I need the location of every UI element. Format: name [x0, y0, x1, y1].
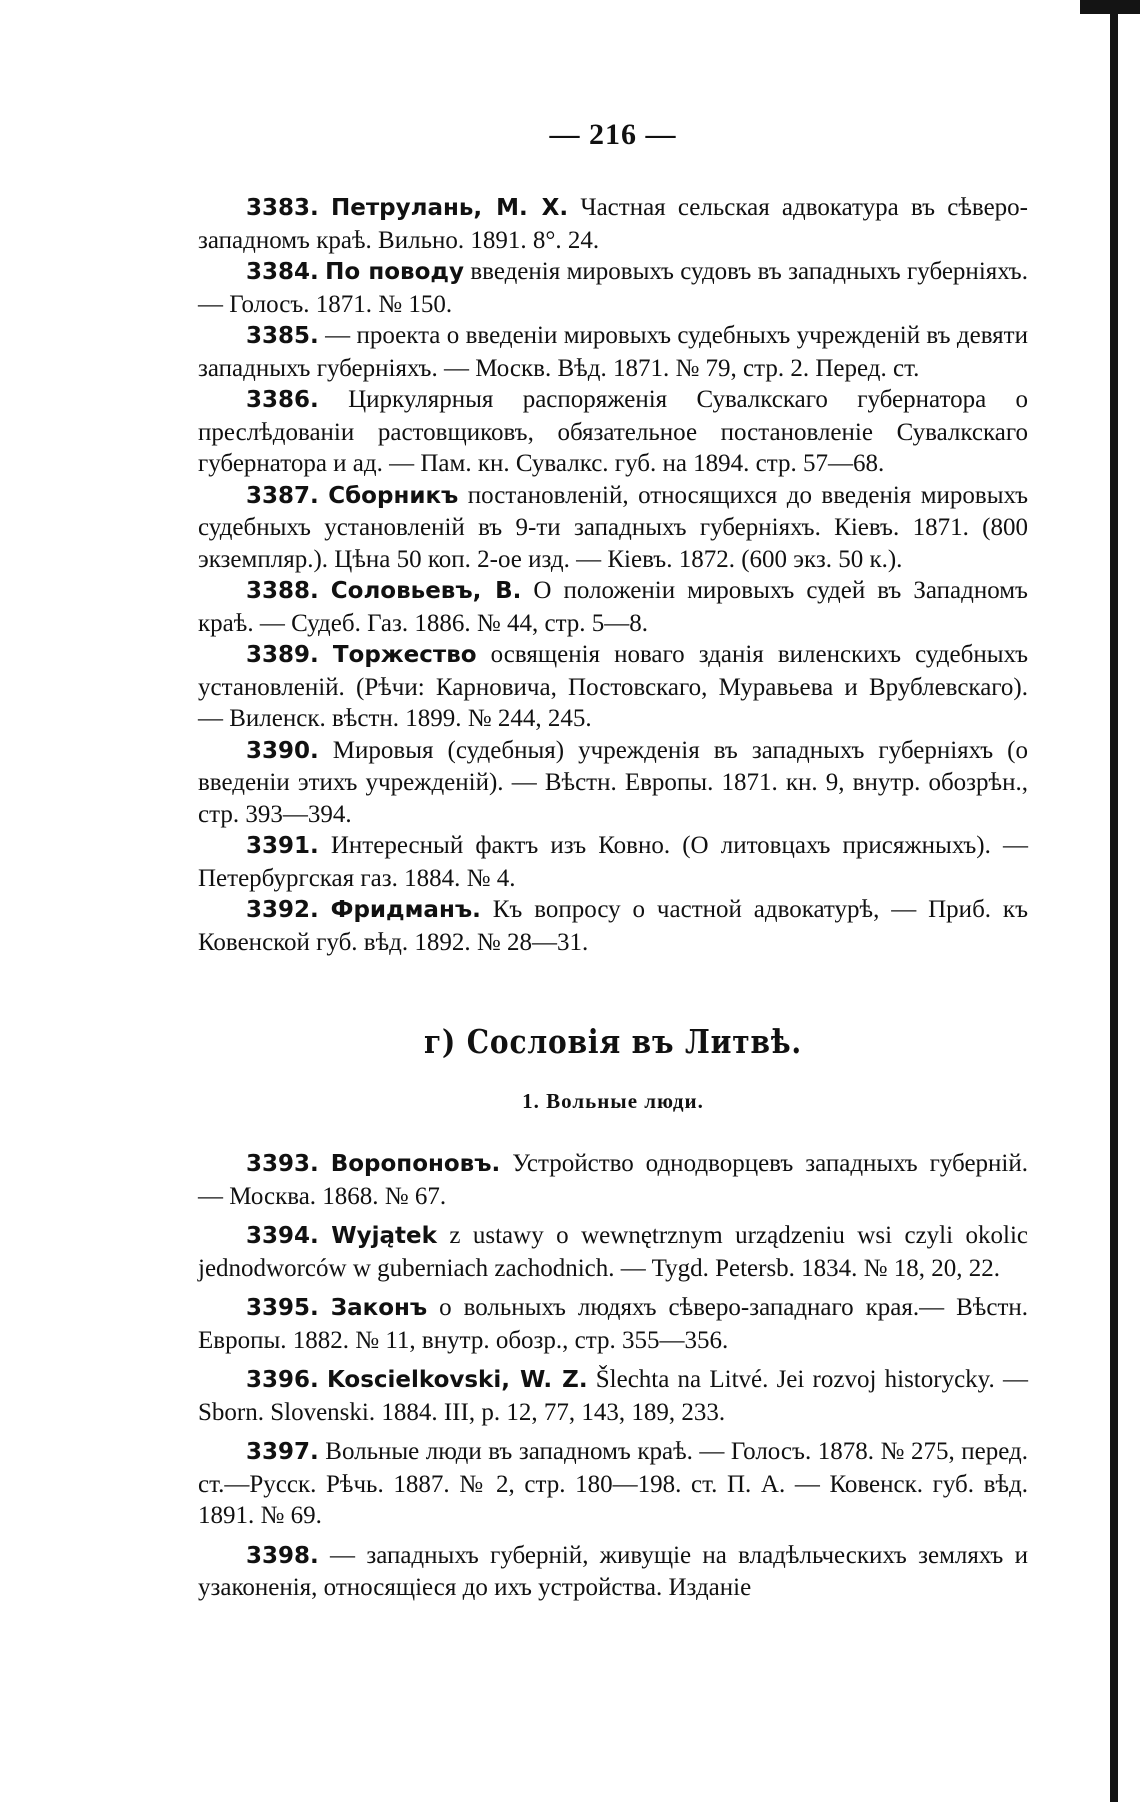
section-heading: г) Сословія въ Литвѣ.	[423, 1022, 803, 1061]
entry-text: Интересный фактъ изъ Ковно. (О литовцахъ присяжныхъ). — Петербургская газ. 1884. № 4.	[198, 832, 1028, 892]
entry-text: Вольные люди въ западномъ краѣ. — Голосъ. 1878. № 275, перед. ст.—Русск. Рѣчь. 1887. № 2, стр. 180—198. ст. П. А. — Ковенск. губ. вѣд. 1891. № 69.	[198, 1438, 1028, 1529]
scan-edge	[1110, 0, 1118, 1802]
entry-number: 3388.	[246, 578, 319, 604]
scan-edge-top	[1080, 0, 1140, 14]
bibliography-entry	[198, 735, 1028, 831]
entry-text: постановленій, относящихся до введенія мировыхъ судебныхъ установленій въ 9-ти западныхъ губерніяхъ. Кіевъ. 1871. (800 экземпляр.). Цѣна 50 коп. 2-ое изд. — Кіевъ. 1872. (600 экз. 50 к.).	[198, 481, 1028, 573]
entry-text: z ustawy o wewnętrznym urządzeniu wsi czyli okolic jednodworców w guberniach zachodnich. — Tygd. Petersb. 1834. № 18, 20, 22.	[198, 1222, 1028, 1282]
entry-text: Šlechta na Litvé. Jei rozvoj historycky. — Sborn. Slovenski. 1884. III, p. 12, 77, 143, 189, 233.	[198, 1366, 1029, 1426]
bibliography-entry	[198, 1436, 1028, 1532]
subsection-heading: 1. Вольные люди.	[522, 1089, 704, 1113]
entry-author: Торжество	[332, 642, 477, 668]
entry-number: 3383.	[246, 195, 319, 221]
bibliography-entry	[198, 1292, 1028, 1356]
entry-number: 3396.	[246, 1367, 319, 1393]
bibliography-entry	[198, 1148, 1028, 1212]
bibliography-entry	[198, 480, 1028, 576]
entry-number: 3398.	[246, 1542, 319, 1569]
entry-text: Мировыя (судебныя) учрежденія въ западныхъ губерніяхъ (о введеніи этихъ учрежденій). — Вѣстн. Европы. 1871. кн. 9, внутр. обозрѣн., стр. 393—394.	[198, 736, 1028, 828]
entry-number: 3385.	[246, 323, 319, 349]
entry-author: Соловьевъ, В.	[330, 578, 522, 604]
entry-text: О положеніи мировыхъ судей въ Западномъ краѣ. — Судеб. Газ. 1886. № 44, стр. 5—8.	[198, 577, 1028, 637]
bibliography-entry	[198, 639, 1028, 735]
entry-author: Петрулань, М. Х.	[330, 195, 569, 221]
entry-author: Koscielkovski, W. Z.	[326, 1367, 588, 1393]
entry-author: Фридманъ.	[330, 897, 481, 923]
entry-author: Wyjątek	[331, 1223, 437, 1249]
entry-number: 3386.	[246, 387, 319, 413]
entry-number: 3392.	[246, 897, 319, 923]
entry-author: Воропоновъ.	[330, 1151, 501, 1177]
entry-number: 3387.	[246, 482, 319, 509]
page-number: — 216 —	[549, 118, 677, 151]
entry-number: 3394.	[246, 1223, 319, 1249]
entry-author: По поводу	[325, 259, 464, 285]
entry-number: 3384.	[246, 259, 319, 285]
entry-text: — проекта о введеніи мировыхъ судебныхъ учрежденій въ девяти западныхъ губерніяхъ. — Москв. Вѣд. 1871. № 79, стр. 2. Перед. ст.	[198, 322, 1028, 382]
entry-text: Частная сельская адвокатура въ сѣверо-западномъ краѣ. Вильно. 1891. 8°. 24.	[198, 194, 1028, 254]
bibliography-entry	[198, 830, 1028, 894]
bibliography-entry	[198, 320, 1028, 384]
bibliography-entry	[198, 1220, 1028, 1284]
entry-text: Къ вопросу о частной адвокатурѣ, — Приб. къ Ковенской губ. вѣд. 1892. № 28—31.	[198, 896, 1028, 956]
entries-part2	[198, 1148, 1028, 1604]
entry-text: Циркулярныя распоряженія Сувалкскаго губернатора о преслѣдованіи растовщиковъ, обязательное постановленіе Сувалкскаго губернатора и ад. — Пам. кн. Сувалкс. губ. на 1894. стр. 57—68.	[198, 386, 1028, 477]
entry-author: Сборникъ	[328, 482, 459, 509]
bibliography-entry	[198, 575, 1028, 639]
bibliography-entry	[198, 256, 1028, 320]
entry-text: Устройство однодворцевъ западныхъ губерній. — Москва. 1868. № 67.	[198, 1150, 1028, 1210]
entry-author: Законъ	[330, 1295, 428, 1321]
entry-text: введенія мировыхъ судовъ въ западныхъ губерніяхъ. — Голосъ. 1871. № 150.	[198, 258, 1028, 318]
bibliography-entry	[198, 1540, 1028, 1604]
entry-text: освященія новаго зданія виленскихъ судебныхъ установленій. (Рѣчи: Карновича, Постовскаго, Муравьева и Врублевскаго). — Виленск. вѣстн. 1899. № 244, 245.	[198, 641, 1028, 732]
book-page	[198, 118, 1028, 1612]
entry-number: 3397.	[246, 1439, 319, 1465]
bibliography-entry	[198, 384, 1028, 480]
bibliography-entry	[198, 192, 1028, 256]
bibliography-entry	[198, 1364, 1028, 1428]
entry-number: 3389.	[246, 642, 319, 668]
entry-text: — западныхъ губерній, живущіе на владѣльческихъ земляхъ и узаконенія, относящіеся до ихъ устройства. Изданіе	[198, 1541, 1028, 1601]
entry-number: 3390.	[246, 737, 319, 764]
entry-text: о вольныхъ людяхъ сѣверо-западнаго края.— Вѣстн. Европы. 1882. № 11, внутр. обозр., стр. 355—356.	[198, 1294, 1028, 1354]
bibliography-entry	[198, 894, 1028, 958]
entry-number: 3391.	[246, 833, 319, 859]
entry-number: 3395.	[246, 1295, 319, 1321]
entries-part1	[198, 192, 1028, 958]
entry-number: 3393.	[246, 1151, 319, 1177]
